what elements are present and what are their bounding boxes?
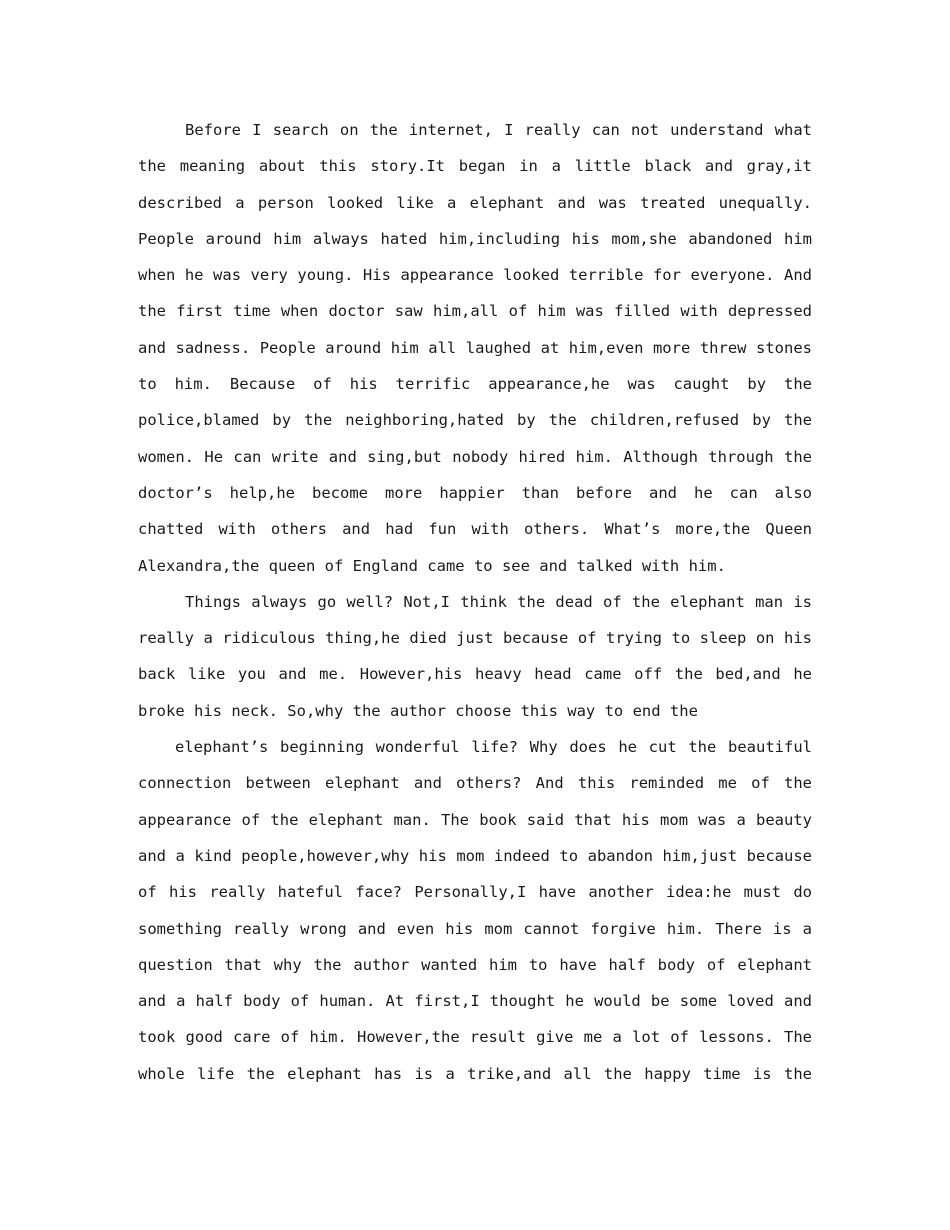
text-line: Before I search on the internet, I really can not understand what <box>185 121 812 139</box>
text-line: really a ridiculous thing,he died just because of trying to sleep on his <box>138 629 812 648</box>
text-line: women. He can write and sing,but nobody hired him. Although through the <box>138 447 812 466</box>
text-line: of his really hateful face? Personally,I have another idea:he must do <box>138 883 812 902</box>
text-line: to him. Because of his terrific appearance,he was caught by the <box>138 375 812 394</box>
text-line: the meaning about this story.It began in a little black and gray,it <box>138 157 812 176</box>
text-line: Alexandra,the queen of England came to see and talked with him. <box>138 556 726 575</box>
text-line: back like you and me. However,his heavy head came off the bed,and he <box>138 665 812 684</box>
text-line: Things always go well? Not,I think the dead of the elephant man is <box>185 592 812 611</box>
text-line: police,blamed by the neighboring,hated by the children,refused by the <box>138 411 812 430</box>
text-line: broke his neck. So,why the author choose this way to end the <box>138 701 698 720</box>
text-line: connection between elephant and others? And this reminded me of the <box>138 774 812 793</box>
text-line: described a person looked like a elephant and was treated unequally. <box>138 193 812 212</box>
text-line: when he was very young. His appearance looked terrible for everyone. And <box>138 266 812 285</box>
text-line: doctor’s help,he become more happier than before and he can also <box>138 483 812 502</box>
text-line: appearance of the elephant man. The book said that his mom was a beauty <box>138 810 812 829</box>
text-line: People around him always hated him,including his mom,she abandoned him <box>138 229 812 248</box>
text-line: question that why the author wanted him to have half body of elephant <box>138 955 812 974</box>
text-line: and sadness. People around him all laughed at him,even more threw stones <box>138 338 812 357</box>
text-line: chatted with others and had fun with others. What’s more,the Queen <box>138 520 812 539</box>
text-line: the first time when doctor saw him,all of him was filled with depressed <box>138 302 812 321</box>
body-text <box>138 112 812 1092</box>
text-line: and a kind people,however,why his mom indeed to abandon him,just because <box>138 846 812 865</box>
text-line: took good care of him. However,the result give me a lot of lessons. The <box>138 1028 812 1047</box>
text-line: elephant’s beginning wonderful life? Why does he cut the beautiful <box>175 738 812 757</box>
text-line: something really wrong and even his mom cannot forgive him. There is a <box>138 919 812 938</box>
text-line: and a half body of human. At first,I thought he would be some loved and <box>138 992 812 1011</box>
text-line: whole life the elephant has is a trike,and all the happy time is the <box>138 1064 812 1083</box>
